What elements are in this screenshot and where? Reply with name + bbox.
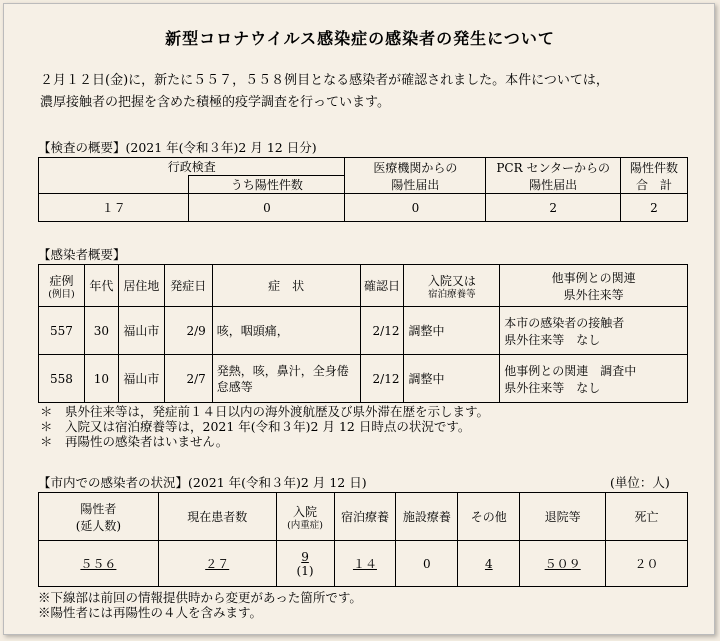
case-confirm: 2/12	[360, 307, 404, 355]
status-v-discharged: ５０９	[520, 541, 606, 587]
cases-h-case: 症例 (例目)	[39, 265, 85, 307]
case-onset: 2/7	[164, 355, 212, 403]
cases-h-age: 年代	[84, 265, 118, 307]
tests-heading: 【検査の概要】(2021 年(令和３年)2 月 12 日分)	[38, 140, 317, 155]
tests-v-admin-positive: 0	[189, 194, 345, 222]
tests-v-admin: １７	[39, 194, 189, 222]
status-table	[38, 492, 688, 587]
intro-line-1: ２月１２日(金)に，新たに５５７，５５８例目となる感染者が確認されました。本件については，	[40, 73, 609, 88]
case-symptoms: 咳，咽頭痛，	[212, 307, 360, 355]
case-hosp: 調整中	[404, 307, 500, 355]
status-v-other: 4	[458, 541, 520, 587]
cases-h-residence: 居住地	[118, 265, 164, 307]
cases-h-hosp: 入院又は 宿泊療養等	[404, 265, 500, 307]
tests-h-medical: 医療機関からの 陽性届出	[345, 158, 486, 194]
cases-note-2: ＊ 入院又は宿泊療養等は，2021 年(令和３年)2 月 12 日時点の状況です。	[40, 419, 471, 434]
tests-h-total: 陽性件数 合 計	[620, 158, 687, 194]
cases-h-relation: 他事例との関連 県外往来等	[500, 265, 688, 307]
case-symptoms: 発熱，咳，鼻汁，全身倦怠感等	[212, 355, 360, 403]
status-note-1: ※下線部は前回の情報提供時から変更があった箇所です。	[38, 590, 362, 605]
tests-h-pcr: PCR センターからの 陽性届出	[486, 158, 621, 194]
cases-note-3: ＊ 再陽性の感染者はいません。	[40, 434, 229, 449]
table-row	[39, 307, 688, 355]
cases-note-1: ＊ 県外往来等は，発症前１４日以内の海外渡航歴及び県外滞在歴を示します。	[40, 404, 490, 419]
case-number: 557	[39, 307, 85, 355]
case-age: 30	[84, 307, 118, 355]
status-h-current: 現在患者数	[158, 493, 276, 541]
cases-heading: 【感染者概要】	[38, 247, 126, 262]
cases-table	[38, 264, 688, 403]
tests-v-pcr: 2	[486, 194, 621, 222]
status-v-hotel: １４	[334, 541, 396, 587]
case-age: 10	[84, 355, 118, 403]
status-h-death: 死亡	[606, 493, 688, 541]
status-v-death: ２０	[606, 541, 688, 587]
case-residence: 福山市	[118, 355, 164, 403]
tests-h-admin-positive: うち陽性件数	[189, 176, 345, 194]
tests-v-medical: 0	[345, 194, 486, 222]
case-residence: 福山市	[118, 307, 164, 355]
status-v-positive: ５５６	[39, 541, 159, 587]
status-h-discharged: 退院等	[520, 493, 606, 541]
status-note-2: ※陽性者には再陽性の４人を含みます。	[38, 605, 263, 620]
status-h-hosp: 入院 (内重症)	[276, 493, 334, 541]
status-h-other: その他	[458, 493, 520, 541]
case-number: 558	[39, 355, 85, 403]
status-h-hotel: 宿泊療養	[334, 493, 396, 541]
case-relation: 他事例との関連 調査中 県外往来等 なし	[500, 355, 688, 403]
tests-h-admin: 行政検査	[39, 158, 345, 176]
case-confirm: 2/12	[360, 355, 404, 403]
case-hosp: 調整中	[404, 355, 500, 403]
page-title: 新型コロナウイルス感染症の感染者の発生について	[165, 29, 555, 48]
table-row	[39, 355, 688, 403]
tests-h-admin-blank	[39, 176, 189, 194]
cases-h-onset: 発症日	[164, 265, 212, 307]
status-h-positive: 陽性者 (延人数)	[39, 493, 159, 541]
case-relation: 本市の感染者の接触者 県外往来等 なし	[500, 307, 688, 355]
status-heading: 【市内での感染者の状況】(2021 年(令和３年)2 月 12 日)	[38, 475, 367, 490]
status-h-facility: 施設療養	[396, 493, 458, 541]
tests-v-total: 2	[620, 194, 687, 222]
cases-h-symptoms: 症 状	[212, 265, 360, 307]
status-v-facility: 0	[396, 541, 458, 587]
intro-line-2: 濃厚接触者の把握を含めた積極的疫学調査を行っています。	[40, 95, 390, 110]
tests-table	[38, 157, 688, 222]
status-v-current: ２７	[158, 541, 276, 587]
cases-h-confirm: 確認日	[360, 265, 404, 307]
status-unit: (単位：人)	[610, 475, 670, 490]
status-v-hosp: 9 (1)	[276, 541, 334, 587]
case-onset: 2/9	[164, 307, 212, 355]
